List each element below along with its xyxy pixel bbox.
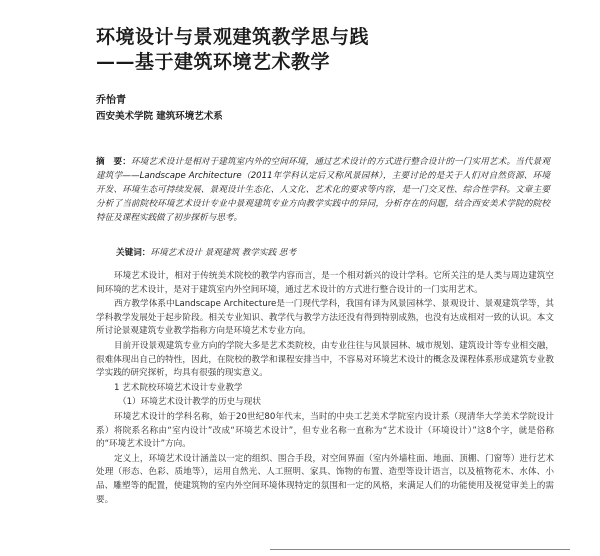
keywords-text: 环境艺术设计 景观建筑 教学实践 思考 xyxy=(150,248,297,258)
abstract-text: 环境艺术设计是相对于建筑室内外的空间环境，通过艺术设计的方式进行整合设计的一门实用艺术。当代景观建筑学——Landscape Architecture（2011年学科认定后又称风景园林），主要讨论的是关于人们对自然资源、环境开发、环境生态可持续发展、景观设计生态化、人文化、艺术化的要求等内容，是一门交叉性、综合性学科。文章主要分析了当前院校环境艺术设计专业中景观建筑专业方向教学实践中的异同，分析存在的问题，结合西安美术学院的院校特征及课程实践做了初步探析与思考。 xyxy=(96,157,550,223)
body-paragraph: 西方教学体系中Landscape Architecture是一门现代学科，我国有译为风景园林学、景观设计、景观建筑学等，其学科教学发展处于起步阶段。相关专业知识、教学代与教学方法还没有得到特别成熟，也没有达成相对一致的认识。本文所讨论景观建筑专业教学指称方向是环境艺术专业方向。 xyxy=(96,299,554,337)
paper-subtitle: ——基于建筑环境艺术教学 xyxy=(96,51,331,73)
author-name: 乔怡青 xyxy=(96,95,126,106)
footnote-divider xyxy=(270,549,570,550)
author-affiliation: 西安美术学院 建筑环境艺术系 xyxy=(96,111,223,122)
body-paragraph: 目前开设景观建筑专业方向的学院大多是艺术类院校，由专业往往与风景园林、城市规划、建筑设计等专业相交融，很难体现出自己的特性，因此，在院校的教学和课程安排当中，不容易对环境艺术设计的概念及课程体系形成建筑专业教学实践的研究探析，均具有很强的现实意义。 xyxy=(96,340,554,379)
body-paragraph: 定义上，环境艺术设计涵盖以一定的组织、围合手段，对空间界面（室内外墙柱面、地面、顶棚、门窗等）进行艺术处理（形态、色彩、质地等），运用自然光、人工照明、家具、饰物的布置、造型等设计语言，以及植物花木、水体、小品、雕塑等的配置，使建筑物的室内外空间环境体现特定的氛围和一定的风格，来满足人们的功能使用及视觉审美上的需要。 xyxy=(96,453,554,505)
subsection-heading: （1）环境艺术设计教学的历史与现状 xyxy=(118,397,261,408)
abstract-label: 摘 要： xyxy=(96,157,131,167)
body-paragraph: 环境艺术设计的学科名称，始于20世纪80年代末，当时的中央工艺美术学院室内设计系（现清华大学美术学院设计系）将院系名称由“室内设计”改成“环境艺术设计”，但专业名称一直称为“艺术设计（环境设计）”这8个字，就是俗称的“环境艺术设计”方向。 xyxy=(96,411,554,450)
body-text xyxy=(96,270,554,508)
keywords-label: 关键词： xyxy=(116,248,151,258)
keywords xyxy=(116,246,556,258)
abstract xyxy=(96,155,550,225)
body-paragraph: 环境艺术设计，相对于传统美术院校的教学内容而言，是一个相对新兴的设计学科。它所关注的是人类与周边建筑空间环境的艺术设计，是对于建筑室内外空间环境，通过艺术设计的方式进行整合设计的一门实用艺术。 xyxy=(96,271,554,295)
paper-title: 环境设计与景观建筑教学思与践 xyxy=(96,26,370,48)
section-heading: 1 艺术院校环境艺术设计专业教学 xyxy=(114,382,243,393)
